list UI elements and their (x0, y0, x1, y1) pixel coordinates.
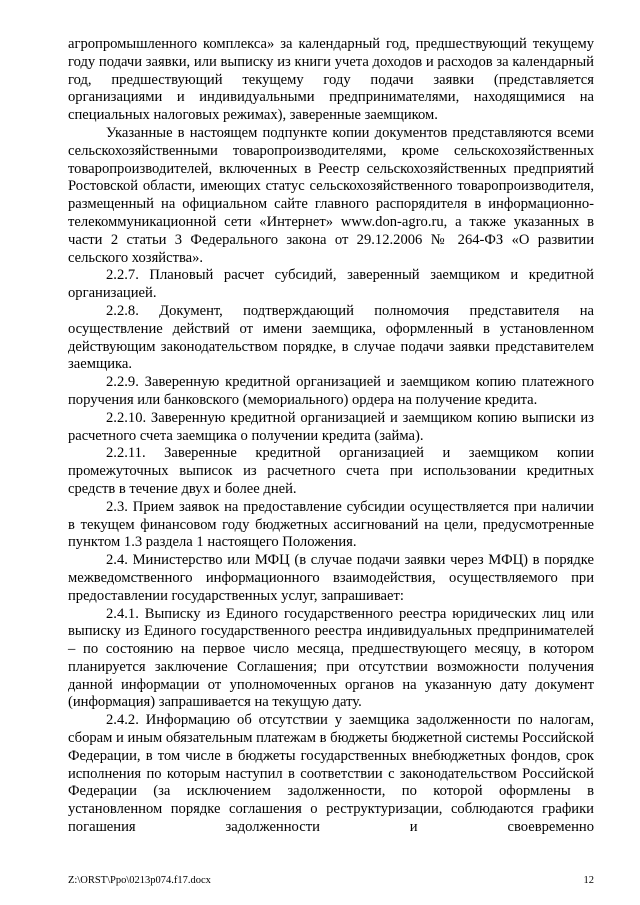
paragraph-2-4-2: 2.4.2. Информацию об отсутствии у заемщика задолженности по налогам, сборам и иным обязательным платежам в бюджеты бюджетной системы Российской Федерации, в том числе в бюджеты государственных внебюджетных фондов, срок исполнения по которым наступил в соответствии с законодательством Российской Федерации (за исключением задолженности, по которой оформлены в установленном порядке соглашения о реструктуризации, соблюдаются графики погашения задолженности и своевременно (68, 712, 594, 836)
paragraph-2-4-1: 2.4.1. Выписку из Единого государственного реестра юридических лиц или выписку из Единого государственного реестра индивидуальных предпринимателей – по состоянию на первое число месяца, предшествующего месяцу, в котором планируется заключение Соглашения; при отсутствии возможности получения данной информации от уполномоченных органов на указанную дату документ (информация) запрашивается на текущую дату. (68, 605, 594, 711)
paragraph-2-3: 2.3. Прием заявок на предоставление субсидии осуществляется при наличии в текущем финансовом году бюджетных ассигнований на цели, предусмотренные пунктом 1.3 раздела 1 настоящего Положения. (68, 498, 594, 551)
footer-page-number: 12 (583, 875, 594, 886)
paragraph-2-4: 2.4. Министерство или МФЦ (в случае подачи заявки через МФЦ) в порядке межведомственного информационного взаимодействия, осуществляемого при предоставлении государственных услуг, запрашивает: (68, 552, 594, 604)
page-footer (68, 874, 594, 888)
paragraph-2-2-7: 2.2.7. Плановый расчет субсидий, заверенный заемщиком и кредитной организацией. (68, 267, 594, 302)
footer-file-path: Z:\ORST\Ppo\0213p074.f17.docx (68, 875, 211, 886)
paragraph-2-2-11: 2.2.11. Заверенные кредитной организацией и заемщиком копии промежуточных выписок из расчетного счета при использовании кредитных средств в течение двух и более дней. (68, 445, 594, 497)
paragraph-copies-note: Указанные в настоящем подпункте копии документов представляются всеми сельскохозяйственными товаропроизводителями, кроме сельскохозяйственных товаропроизводителей, включенных в Реестр сельскохозяйственных предприятий Ростовской области, имеющих статус сельскохозяйственного товаропроизводителя, размещенный на официальном сайте главного распорядителя в информационно-телекоммуникационной сети «Интернет» www.don-agro.ru, а также указанных в части 2 статьи 3 Федерального закона от 29.12.2006 № 264-ФЗ «О развитии сельского хозяйства». (68, 124, 594, 266)
document-body (68, 36, 594, 837)
paragraph-2-2-9: 2.2.9. Заверенную кредитной организацией и заемщиком копию платежного поручения или банковского (мемориального) ордера на получение кредита. (68, 374, 594, 408)
paragraph-2-2-10: 2.2.10. Заверенную кредитной организацией и заемщиком копию выписки из расчетного счета заемщика о получении кредита (займа). (68, 409, 594, 444)
paragraph-2-2-8: 2.2.8. Документ, подтверждающий полномочия представителя на осуществление действий от имени заемщика, оформленный в установленном действующим законодательством порядке, в случае подачи заявки представителем заемщика. (68, 302, 594, 373)
paragraph-continuation: агропромышленного комплекса» за календарный год, предшествующий текущему году подачи заявки, или выписку из книги учета доходов и расходов за календарный год, предшествующий текущему году подачи заявки (представляется организациями и индивидуальными предпринимателями, находящимися на специальных налоговых режимах), заверенные заемщиком. (68, 36, 594, 124)
